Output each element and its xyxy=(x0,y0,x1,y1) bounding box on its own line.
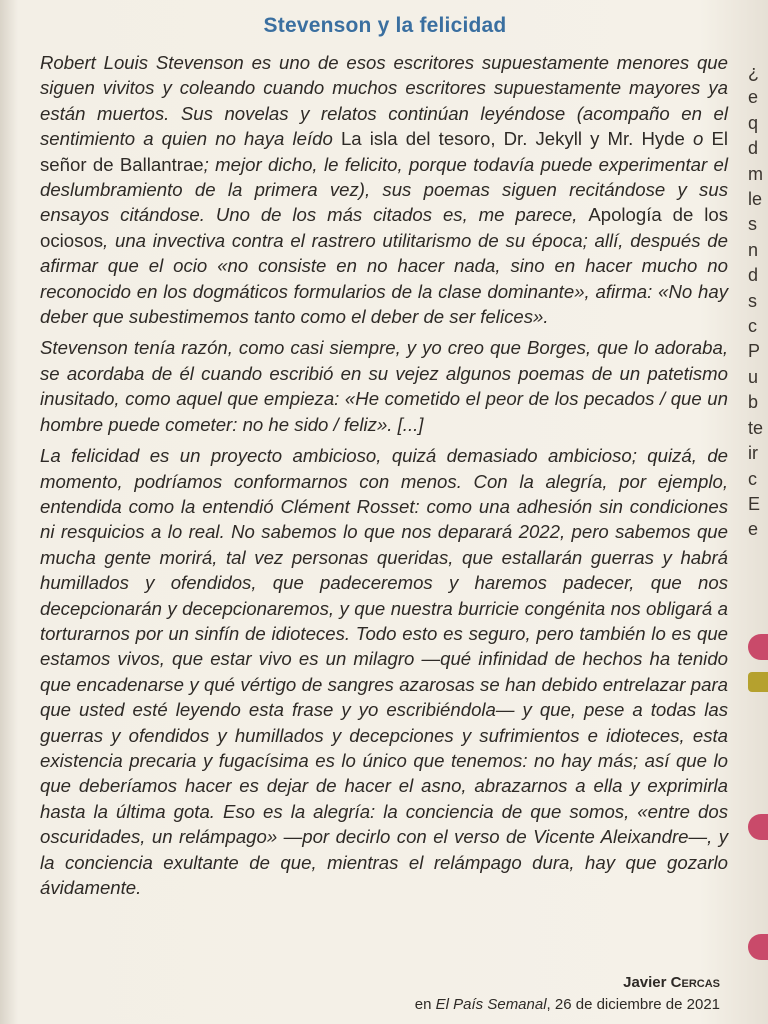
text-run: , una invectiva contra el rastrero utilitarismo de su época; allí, después de afirmar que el ocio «no consiste en no hacer nada, sino en hacer mucho no reconocido en los dogmáticos formularios de la clase dominante», afirma: «No hay deber que subestimemos tanto como el deber de ser felices». xyxy=(40,229,728,328)
paragraph-3 xyxy=(40,443,728,900)
text-run: Robert Louis Stevenson es uno de esos escritores supuestamente menores que siguen vivitos y coleando cuando muchos escritores supuestamente mayores ya están muertos. Sus novelas y relatos continúan leyéndose (acompaño en el sentimiento a quien no haya leído xyxy=(40,52,728,150)
edge-fragment: c xyxy=(748,468,757,489)
exercise-badge xyxy=(748,934,768,960)
work-title-run: La isla del tesoro, Dr. Jekyll y Mr. Hyde xyxy=(340,128,685,150)
edge-fragment: b xyxy=(748,392,759,413)
edge-fragment: e xyxy=(748,87,759,108)
signature xyxy=(415,972,720,1016)
edge-fragment: d xyxy=(748,265,759,286)
edge-fragment: E xyxy=(748,493,761,514)
edge-fragment: P xyxy=(748,341,761,362)
publication-date: , 26 de diciembre de 2021 xyxy=(546,996,720,1013)
edge-fragment: d xyxy=(748,138,759,159)
edge-fragment: le xyxy=(748,189,763,210)
edge-fragment: s xyxy=(748,290,757,311)
edge-fragment: e xyxy=(748,519,759,540)
source-line: en El País Semanal, 26 de diciembre de 2021 xyxy=(414,996,720,1013)
next-column-fragment xyxy=(748,60,768,543)
edge-fragment: m xyxy=(748,163,763,184)
text-run: Stevenson tenía razón, como casi siempre, y yo creo que Borges, que lo adoraba, se acordaba de él cuando escribió en su vejez algunos poemas de un patetismo inusitado, como aquel que empieza: «He cometido el peor de los pecados / que un hombre puede cometer: no he sido / feliz». [...] xyxy=(40,337,728,435)
exercise-badge xyxy=(748,814,768,840)
paragraph-1 xyxy=(40,50,728,329)
edge-fragment: ¿ xyxy=(748,62,759,82)
edge-fragment: ir xyxy=(748,443,758,464)
author-name: Javier Cercas xyxy=(623,974,720,991)
paragraph-2 xyxy=(40,335,728,437)
publication-name: El País Semanal xyxy=(435,996,547,1013)
edge-fragment: s xyxy=(748,214,757,235)
edge-fragment: c xyxy=(748,316,757,337)
edge-fragment: u xyxy=(748,366,759,387)
work-title-run: Apología de los ociosos xyxy=(40,204,728,251)
article-body xyxy=(40,50,728,906)
edge-fragment: q xyxy=(748,112,759,133)
text-run: o xyxy=(684,128,712,150)
text-run: La felicidad es un proyecto ambicioso, quizá demasiado ambicioso; quizá, de momento, podríamos conformarnos con menos. Con la alegría, por ejemplo, entendida como la entendió Clément Rosset: como una adhesión sin condiciones ni resquicios a lo real. No sabemos lo que nos deparará 2022, pero sabemos que mucha gente morirá, tal vez personas queridas, que estallarán guerras y habrá humillados y ofendidos, que padeceremos y haremos padecer, que nos decepcionarán y decepcionaremos, y que nuestra burricie congénita nos obligará a torturarnos por un sinfín de idioteces. Todo esto es seguro, pero también lo es que estamos vivos, que estar vivo es un milagro —qué infinidad de hechos ha tenido que encadenarse y qué vértigo de sangres azarosas se han debido entrelazar para que usted esté leyendo esta frase y yo escribiéndola— y que, pese a todas las guerras y ofendidos y humillados y decepciones y sufrimientos e idioteces, esta existencia precaria y fugacísima es lo único que tenemos: no hay más; así que lo que deberíamos hacer es dejar de hacer el asno, abrazarnos a ella y exprimirla hasta la última gota. Eso es la alegría: la conciencia de que somos, «entre dos oscuridades, un relámpago» —por decirlo con el verso de Vicente Aleixandre—, y la conciencia exultante de que, mientras el relámpago dura, hay que gozarlo ávidamente. xyxy=(40,445,728,898)
text-run: ; mejor dicho, le felicito, porque todavía puede experimentar el deslumbramiento de la primera vez), sus poemas siguen recitándose y sus ensayos citándose. Uno de los más citados es, me parece, xyxy=(40,153,728,226)
edge-fragment: n xyxy=(748,239,759,260)
edge-fragment: te xyxy=(748,417,764,438)
exercise-tag xyxy=(748,672,768,692)
exercise-badge xyxy=(748,634,768,660)
work-title-run: El señor de Ballantrae xyxy=(40,128,728,175)
article-title: Stevenson y la felicidad xyxy=(263,14,507,37)
